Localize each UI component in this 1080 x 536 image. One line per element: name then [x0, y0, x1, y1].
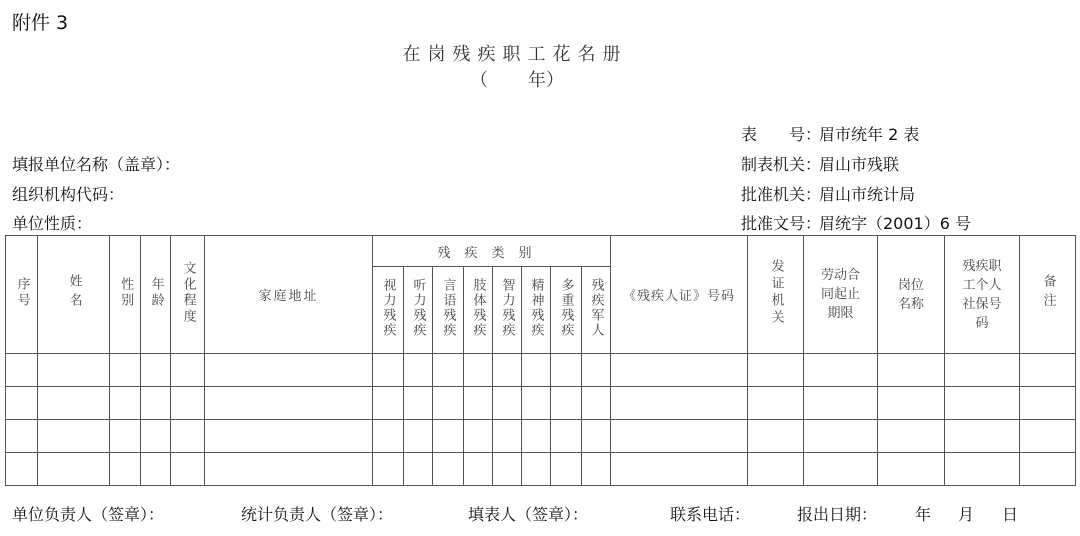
table-cell[interactable] — [141, 453, 171, 486]
table-cell[interactable] — [748, 387, 804, 420]
header-gender: 性别 — [110, 236, 141, 354]
table-cell[interactable] — [373, 354, 404, 387]
table-cell[interactable] — [38, 453, 110, 486]
table-cell[interactable] — [945, 387, 1020, 420]
table-cell[interactable] — [464, 420, 493, 453]
table-cell[interactable] — [1020, 420, 1076, 453]
table-cell[interactable] — [433, 453, 464, 486]
header-social-security: 残疾职工个人社保号码 — [945, 236, 1020, 354]
table-cell[interactable] — [38, 387, 110, 420]
approved-by-value: 眉山市统计局 — [819, 185, 916, 204]
unit-head-signature-label: 单位负责人（签章）： — [12, 505, 165, 524]
report-date-year: 年 — [915, 505, 932, 524]
table-cell[interactable] — [110, 354, 141, 387]
table-cell[interactable] — [373, 453, 404, 486]
header-category-multiple: 多重残疾 — [551, 267, 582, 354]
table-cell[interactable] — [141, 354, 171, 387]
header-category-speech: 言语残疾 — [433, 267, 464, 354]
roster-body — [6, 354, 1076, 486]
table-cell[interactable] — [373, 420, 404, 453]
table-cell[interactable] — [582, 387, 611, 420]
header-age: 年龄 — [141, 236, 171, 354]
table-cell[interactable] — [404, 354, 433, 387]
org-code-label: 组织机构代码： — [12, 185, 125, 204]
table-cell[interactable] — [171, 420, 205, 453]
table-cell[interactable] — [551, 387, 582, 420]
table-cell[interactable] — [493, 453, 522, 486]
header-issuer: 发证机关 — [748, 236, 804, 354]
made-by-value: 眉山市残联 — [819, 155, 900, 174]
table-cell[interactable] — [6, 387, 38, 420]
table-cell[interactable] — [551, 420, 582, 453]
table-cell[interactable] — [6, 453, 38, 486]
filler-signature-label: 填表人（签章）： — [468, 505, 589, 524]
header-category-physical: 肢体残疾 — [464, 267, 493, 354]
contact-phone-label: 联系电话： — [670, 505, 751, 524]
table-cell[interactable] — [110, 387, 141, 420]
table-cell[interactable] — [522, 420, 551, 453]
table-cell[interactable] — [945, 354, 1020, 387]
table-number-label: 表 号： — [741, 125, 822, 144]
header-address: 家庭地址 — [205, 236, 373, 354]
table-cell[interactable] — [433, 354, 464, 387]
table-cell[interactable] — [748, 420, 804, 453]
table-cell[interactable] — [582, 354, 611, 387]
table-cell[interactable] — [6, 420, 38, 453]
table-number-value: 眉市统年 2 表 — [819, 125, 920, 144]
header-category-vision: 视力残疾 — [373, 267, 404, 354]
table-cell[interactable] — [551, 354, 582, 387]
table-cell[interactable] — [748, 354, 804, 387]
table-cell[interactable] — [205, 453, 373, 486]
table-cell[interactable] — [464, 354, 493, 387]
form-title: 在岗残疾职工花名册 — [402, 44, 628, 65]
header-remarks: 备注 — [1020, 236, 1076, 354]
header-category-mental: 精神残疾 — [522, 267, 551, 354]
attachment-label: 附件 3 — [12, 12, 69, 34]
table-number-line — [741, 122, 919, 145]
signature-footer — [0, 502, 1080, 526]
table-cell[interactable] — [611, 387, 748, 420]
approved-by-line — [741, 182, 915, 205]
header-seq: 序号 — [6, 236, 38, 354]
table-cell[interactable] — [205, 354, 373, 387]
report-date-day: 日 — [1002, 505, 1019, 524]
header-contract: 劳动合同起止期限 — [804, 236, 878, 354]
table-cell[interactable] — [493, 354, 522, 387]
table-cell[interactable] — [804, 453, 878, 486]
header-education: 文化程度 — [171, 236, 205, 354]
approval-doc-label: 批准文号： — [741, 214, 822, 233]
table-cell[interactable] — [804, 387, 878, 420]
table-cell[interactable] — [804, 420, 878, 453]
form-year — [470, 66, 564, 92]
table-row — [6, 354, 1076, 387]
table-cell[interactable] — [464, 387, 493, 420]
table-cell[interactable] — [373, 387, 404, 420]
table-cell[interactable] — [141, 420, 171, 453]
approval-doc-value: 眉统字（2001）6 号 — [819, 214, 971, 233]
table-cell[interactable] — [110, 453, 141, 486]
header-category-veteran: 残疾军人 — [582, 267, 611, 354]
table-cell[interactable] — [1020, 453, 1076, 486]
table-cell[interactable] — [404, 453, 433, 486]
table-cell[interactable] — [748, 453, 804, 486]
table-cell[interactable] — [38, 420, 110, 453]
header-position: 岗位名称 — [878, 236, 945, 354]
header-category-group: 残疾类别 — [373, 236, 611, 267]
table-cell[interactable] — [404, 387, 433, 420]
stat-head-signature-label: 统计负责人（签章）： — [241, 505, 394, 524]
table-cell[interactable] — [611, 420, 748, 453]
table-cell[interactable] — [404, 420, 433, 453]
table-cell[interactable] — [205, 420, 373, 453]
table-cell[interactable] — [171, 453, 205, 486]
table-cell[interactable] — [582, 420, 611, 453]
table-cell[interactable] — [38, 354, 110, 387]
table-row — [6, 453, 1076, 486]
table-cell[interactable] — [171, 354, 205, 387]
approved-by-label: 批准机关： — [741, 185, 822, 204]
report-date-label: 报出日期： — [797, 505, 878, 524]
table-cell[interactable] — [205, 387, 373, 420]
table-cell[interactable] — [493, 420, 522, 453]
table-cell[interactable] — [804, 354, 878, 387]
approval-doc-line — [741, 211, 971, 234]
table-cell[interactable] — [611, 354, 748, 387]
table-cell[interactable] — [522, 354, 551, 387]
roster-table — [5, 235, 1076, 486]
table-row — [6, 420, 1076, 453]
table-cell[interactable] — [551, 453, 582, 486]
unit-name-label: 填报单位名称（盖章）： — [12, 155, 181, 174]
table-cell[interactable] — [582, 453, 611, 486]
table-cell[interactable] — [433, 387, 464, 420]
table-cell[interactable] — [464, 453, 493, 486]
table-cell[interactable] — [1020, 354, 1076, 387]
table-cell[interactable] — [878, 453, 945, 486]
table-row — [6, 387, 1076, 420]
table-cell[interactable] — [141, 387, 171, 420]
table-cell[interactable] — [878, 387, 945, 420]
header-certificate: 《残疾人证》号码 — [611, 236, 748, 354]
table-cell[interactable] — [110, 420, 141, 453]
header-name: 姓名 — [38, 236, 110, 354]
table-cell[interactable] — [522, 453, 551, 486]
report-date-month: 月 — [958, 505, 975, 524]
table-cell[interactable] — [171, 387, 205, 420]
header-category-intellectual: 智力残疾 — [493, 267, 522, 354]
year-open-paren: （ — [470, 70, 488, 91]
table-cell[interactable] — [493, 387, 522, 420]
table-cell[interactable] — [433, 420, 464, 453]
made-by-label: 制表机关： — [741, 155, 822, 174]
table-cell[interactable] — [6, 354, 38, 387]
made-by-line — [741, 152, 899, 175]
table-cell[interactable] — [945, 420, 1020, 453]
table-cell[interactable] — [611, 453, 748, 486]
table-cell[interactable] — [878, 354, 945, 387]
table-cell[interactable] — [945, 453, 1020, 486]
header-category-hearing: 听力残疾 — [404, 267, 433, 354]
table-cell[interactable] — [522, 387, 551, 420]
table-cell[interactable] — [1020, 387, 1076, 420]
year-unit: 年） — [528, 70, 564, 91]
table-cell[interactable] — [878, 420, 945, 453]
unit-nature-label: 单位性质： — [12, 214, 93, 233]
